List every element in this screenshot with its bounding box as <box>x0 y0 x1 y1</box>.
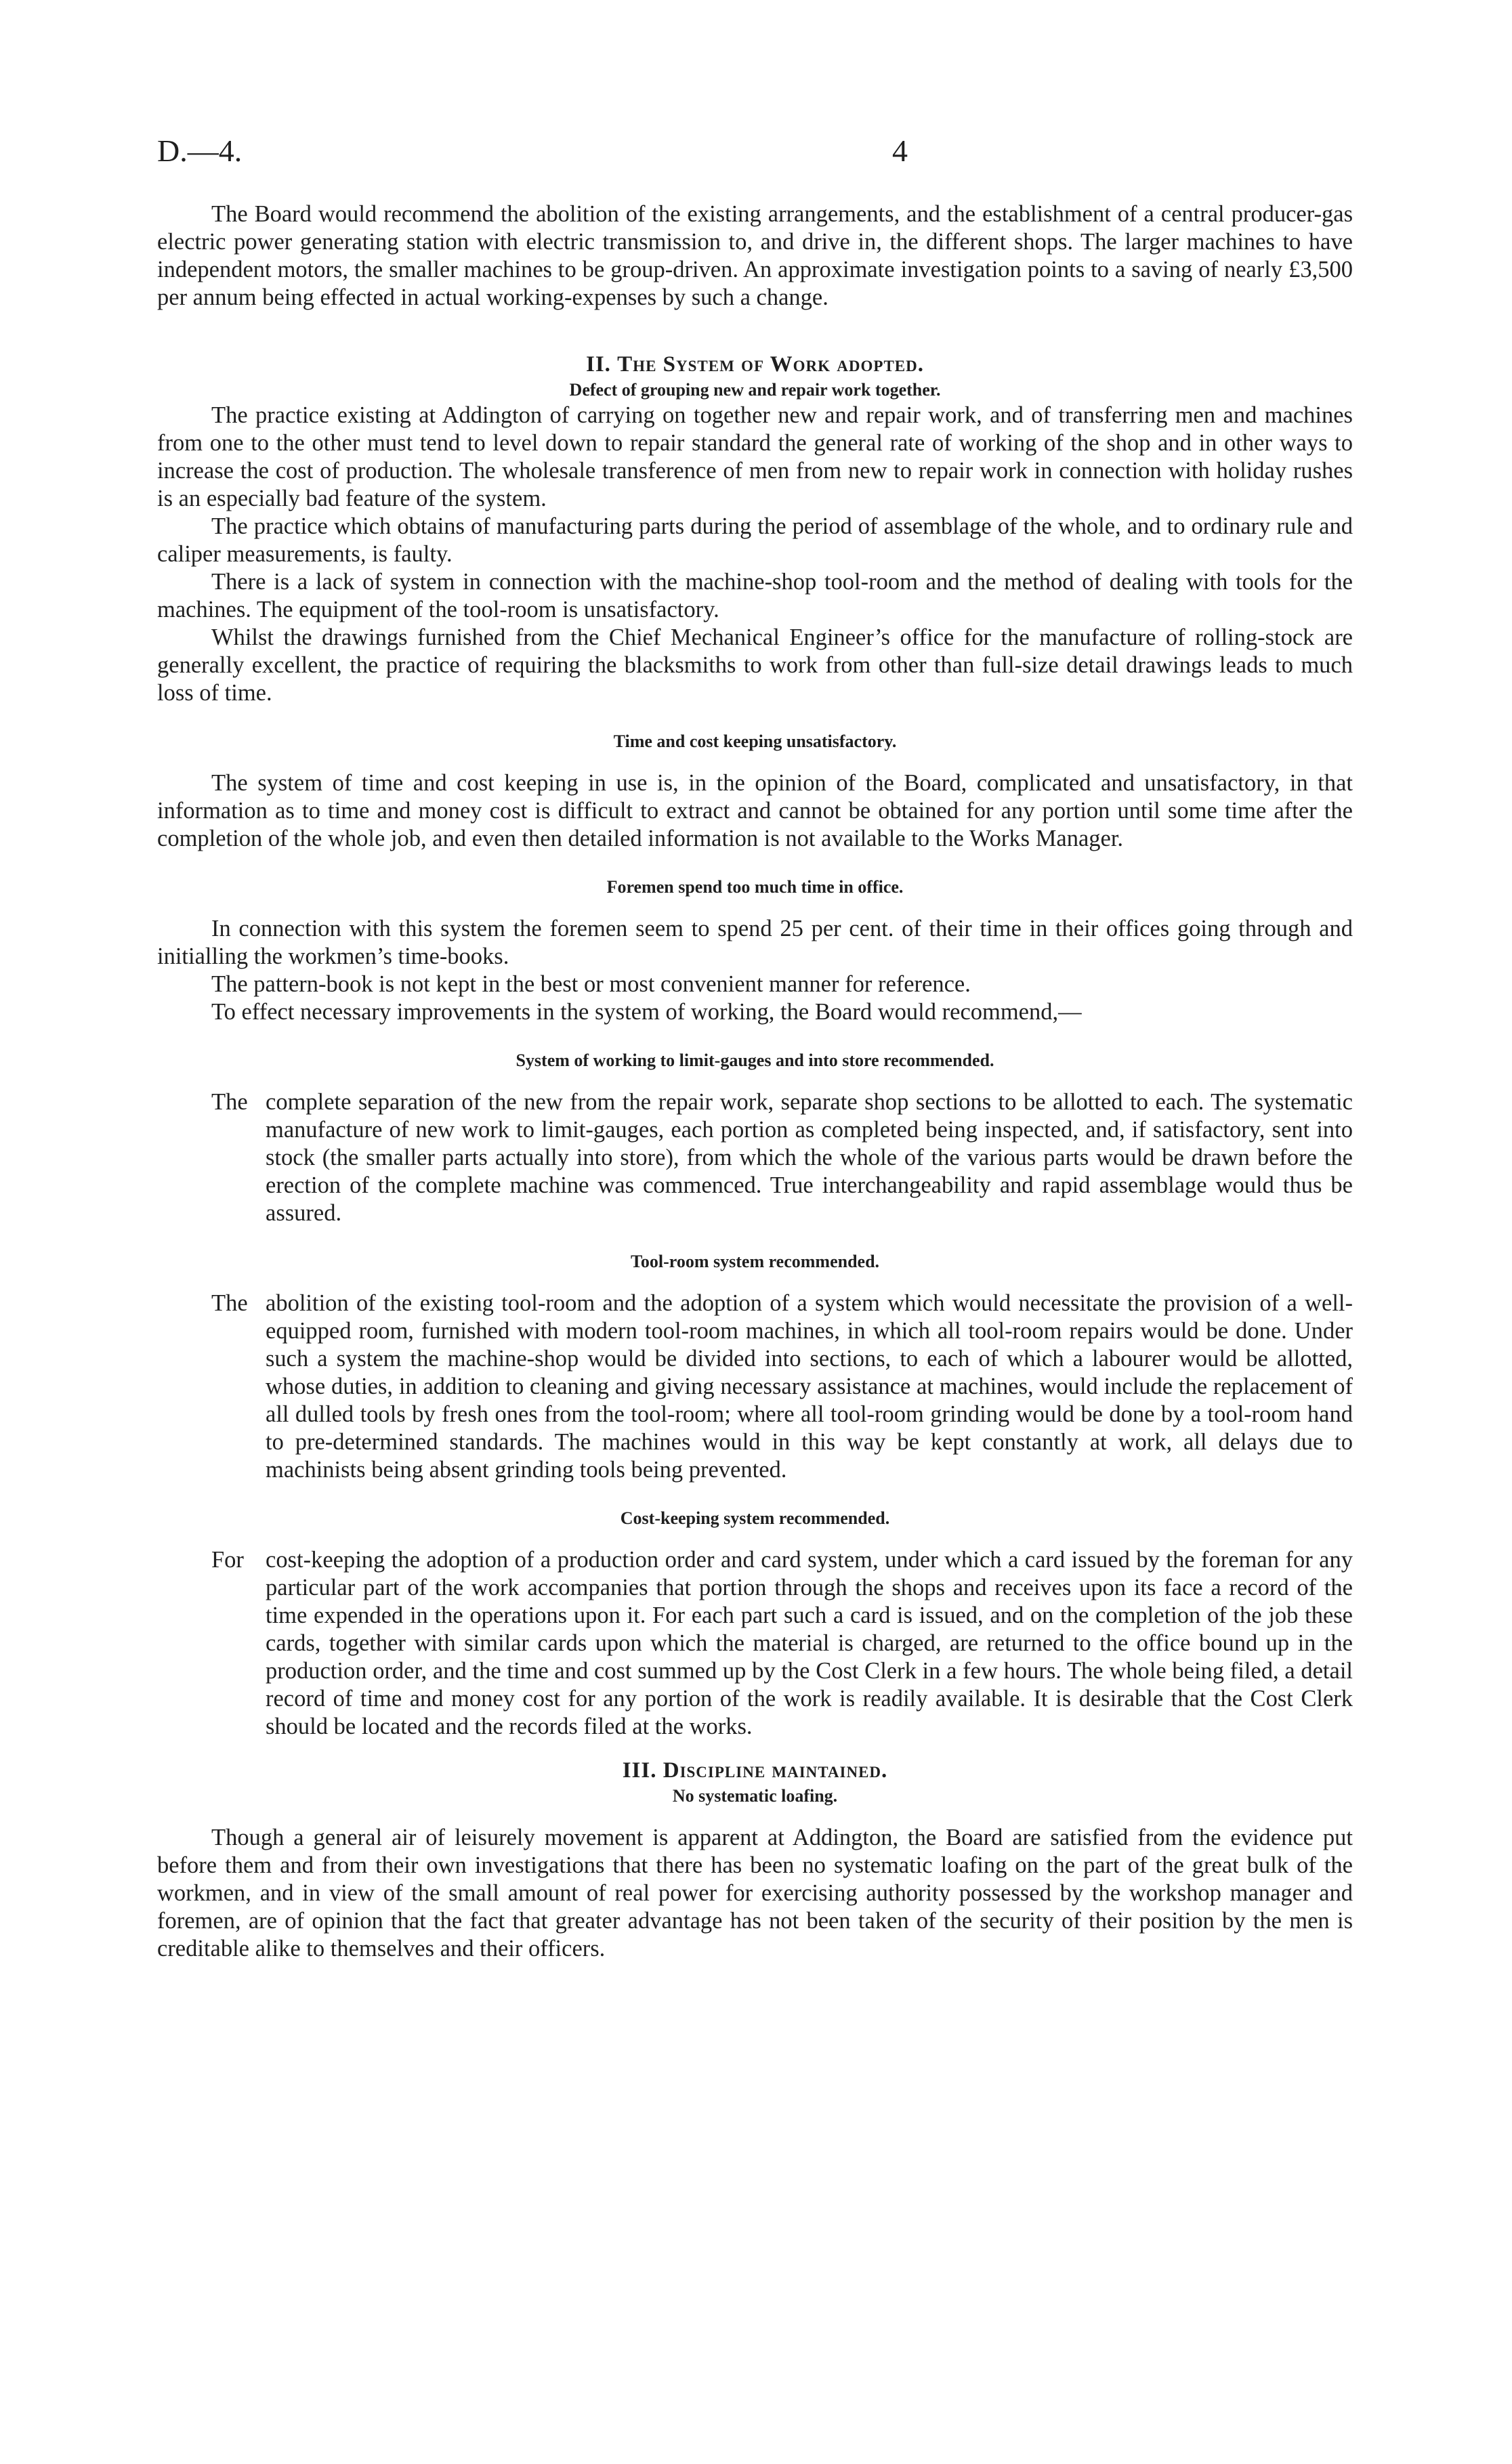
paragraph: In connection with this system the foremen seem to spend 25 per cent. of their time in their offices going through and initialling the workmen’s time-books. <box>157 916 1353 969</box>
paragraph: Though a general air of leisurely movement is apparent at Addington, the Board are satisfied from the evidence put before them and from their own investigations that there has been no systematic loafing on the part of the great bulk of the workmen, and in view of the small amount of real power for exercising authority possessed by the workshop manager and foremen, are of opinion that the fact that greater advantage has not been taken of the security of their position by the men is creditable alike to themselves and their officers. <box>157 1825 1353 1961</box>
recommendation-lead: The <box>211 1290 248 1316</box>
recommendation-limit-gauges <box>157 1088 1353 1227</box>
paragraph: The practice existing at Addington of carrying on together new and repair work, and of transferring men and machines from one to the other must tend to level down to repair standard the general rate of working of the shop and in other ways to increase the cost of production. The wholesale transference of men from new to repair work in connection with holiday rushes is an especially bad feature of the system. <box>157 402 1353 511</box>
page-number: 4 <box>892 133 908 168</box>
page-header <box>157 133 1353 173</box>
intro-paragraph: The Board would recommend the abolition of the existing arrangements, and the establishment of a central producer-gas electric power generating station with electric transmission to, and drive in, the different shops. The larger machines to have independent motors, the smaller machines to be group-driven. An approximate investigation points to a saving of nearly £3,500 per annum being effected in actual working-expenses by such a change. <box>157 201 1353 310</box>
recommendation-lead: The <box>211 1089 248 1115</box>
section-title: Discipline maintained. <box>663 1758 888 1783</box>
section-title: The System of Work adopted. <box>617 352 924 377</box>
section-number: III. <box>622 1758 657 1783</box>
paragraph: Whilst the drawings furnished from the Chief Mechanical Engineer’s office for the manufacture of rolling-stock are generally excellent, the practice of requiring the blacksmiths to work from other than full-size detail drawings leads to much loss of time. <box>157 624 1353 706</box>
subheading-cost-keeping: Cost-keeping system recommended. <box>620 1508 890 1528</box>
recommendation-body: complete separation of the new from the repair work, separate shop sections to be allotted to each. The systematic manufacture of new work to limit-gauges, each portion as completed being inspected, and, if satisfactory, sent into stock (the smaller parts actually into store), from which the whole of the various parts would be drawn before the erection of the complete machine was commenced. True interchangeability and rapid assemblage would thus be assured. <box>266 1089 1353 1226</box>
page-body <box>157 200 1353 1963</box>
subheading-time-cost: Time and cost keeping unsatisfactory. <box>613 731 897 751</box>
recommendation-cost-keeping <box>157 1546 1353 1741</box>
section-heading-2 <box>157 351 1353 379</box>
subheading-loafing: No systematic loafing. <box>672 1786 838 1806</box>
subheading-limit-gauges: System of working to limit-gauges and into store recommended. <box>516 1050 994 1070</box>
subheading-tool-room: Tool-room system recommended. <box>630 1252 880 1271</box>
section-number: II. <box>585 352 611 377</box>
document-reference: D.—4. <box>157 133 243 168</box>
subheading-grouping: Defect of grouping new and repair work together. <box>569 380 941 400</box>
recommendation-tool-room <box>157 1290 1353 1484</box>
paragraph: The practice which obtains of manufacturing parts during the period of assemblage of the whole, and to ordinary rule and caliper measurements, is faulty. <box>157 513 1353 567</box>
subheading-foremen: Foremen spend too much time in office. <box>606 877 904 897</box>
recommendation-body: cost-keeping the adoption of a production order and card system, under which a card issued by the foreman for any particular part of the work accompanies that portion through the shops and receives upon its face a record of the time expended in the operations upon it. For each part such a card is issued, and on the completion of the job these cards, together with similar cards upon which the material is charged, are returned to the office bound up in the production order, and the time and cost summed up by the Cost Clerk in a few hours. The whole being filed, a detail record of time and money cost for any portion of the work is readily available. It is desirable that the Cost Clerk should be located and the records filed at the works. <box>266 1547 1353 1739</box>
paragraph: There is a lack of system in connection with the machine-shop tool-room and the method of dealing with tools for the machines. The equipment of the tool-room is unsatisfactory. <box>157 569 1353 622</box>
recommendation-body: abolition of the existing tool-room and the adoption of a system which would necessitate the provision of a well-equipped room, furnished with modern tool-room machines, in which all tool-room repairs would be done. Under such a system the machine-shop would be divided into sections, to each of which a labourer would be allotted, whose duties, in addition to cleaning and giving necessary assistance at machines, would include the replacement of all dulled tools by fresh ones from the tool-room; where all tool-room grinding would be done by a tool-room hand to pre-determined standards. The machines would in this way be kept constantly at work, all delays due to machinists being absent grinding tools being prevented. <box>266 1290 1353 1483</box>
paragraph: The system of time and cost keeping in use is, in the opinion of the Board, complicated and unsatisfactory, in that information as to time and money cost is difficult to extract and cannot be obtained for any portion until some time after the completion of the whole job, and even then detailed information is not available to the Works Manager. <box>157 770 1353 851</box>
paragraph: To effect necessary improvements in the system of working, the Board would recommend,— <box>211 999 1082 1025</box>
section-heading-3 <box>157 1757 1353 1785</box>
paragraph: The pattern-book is not kept in the best or most convenient manner for reference. <box>211 971 971 997</box>
recommendation-lead: For <box>211 1547 244 1573</box>
